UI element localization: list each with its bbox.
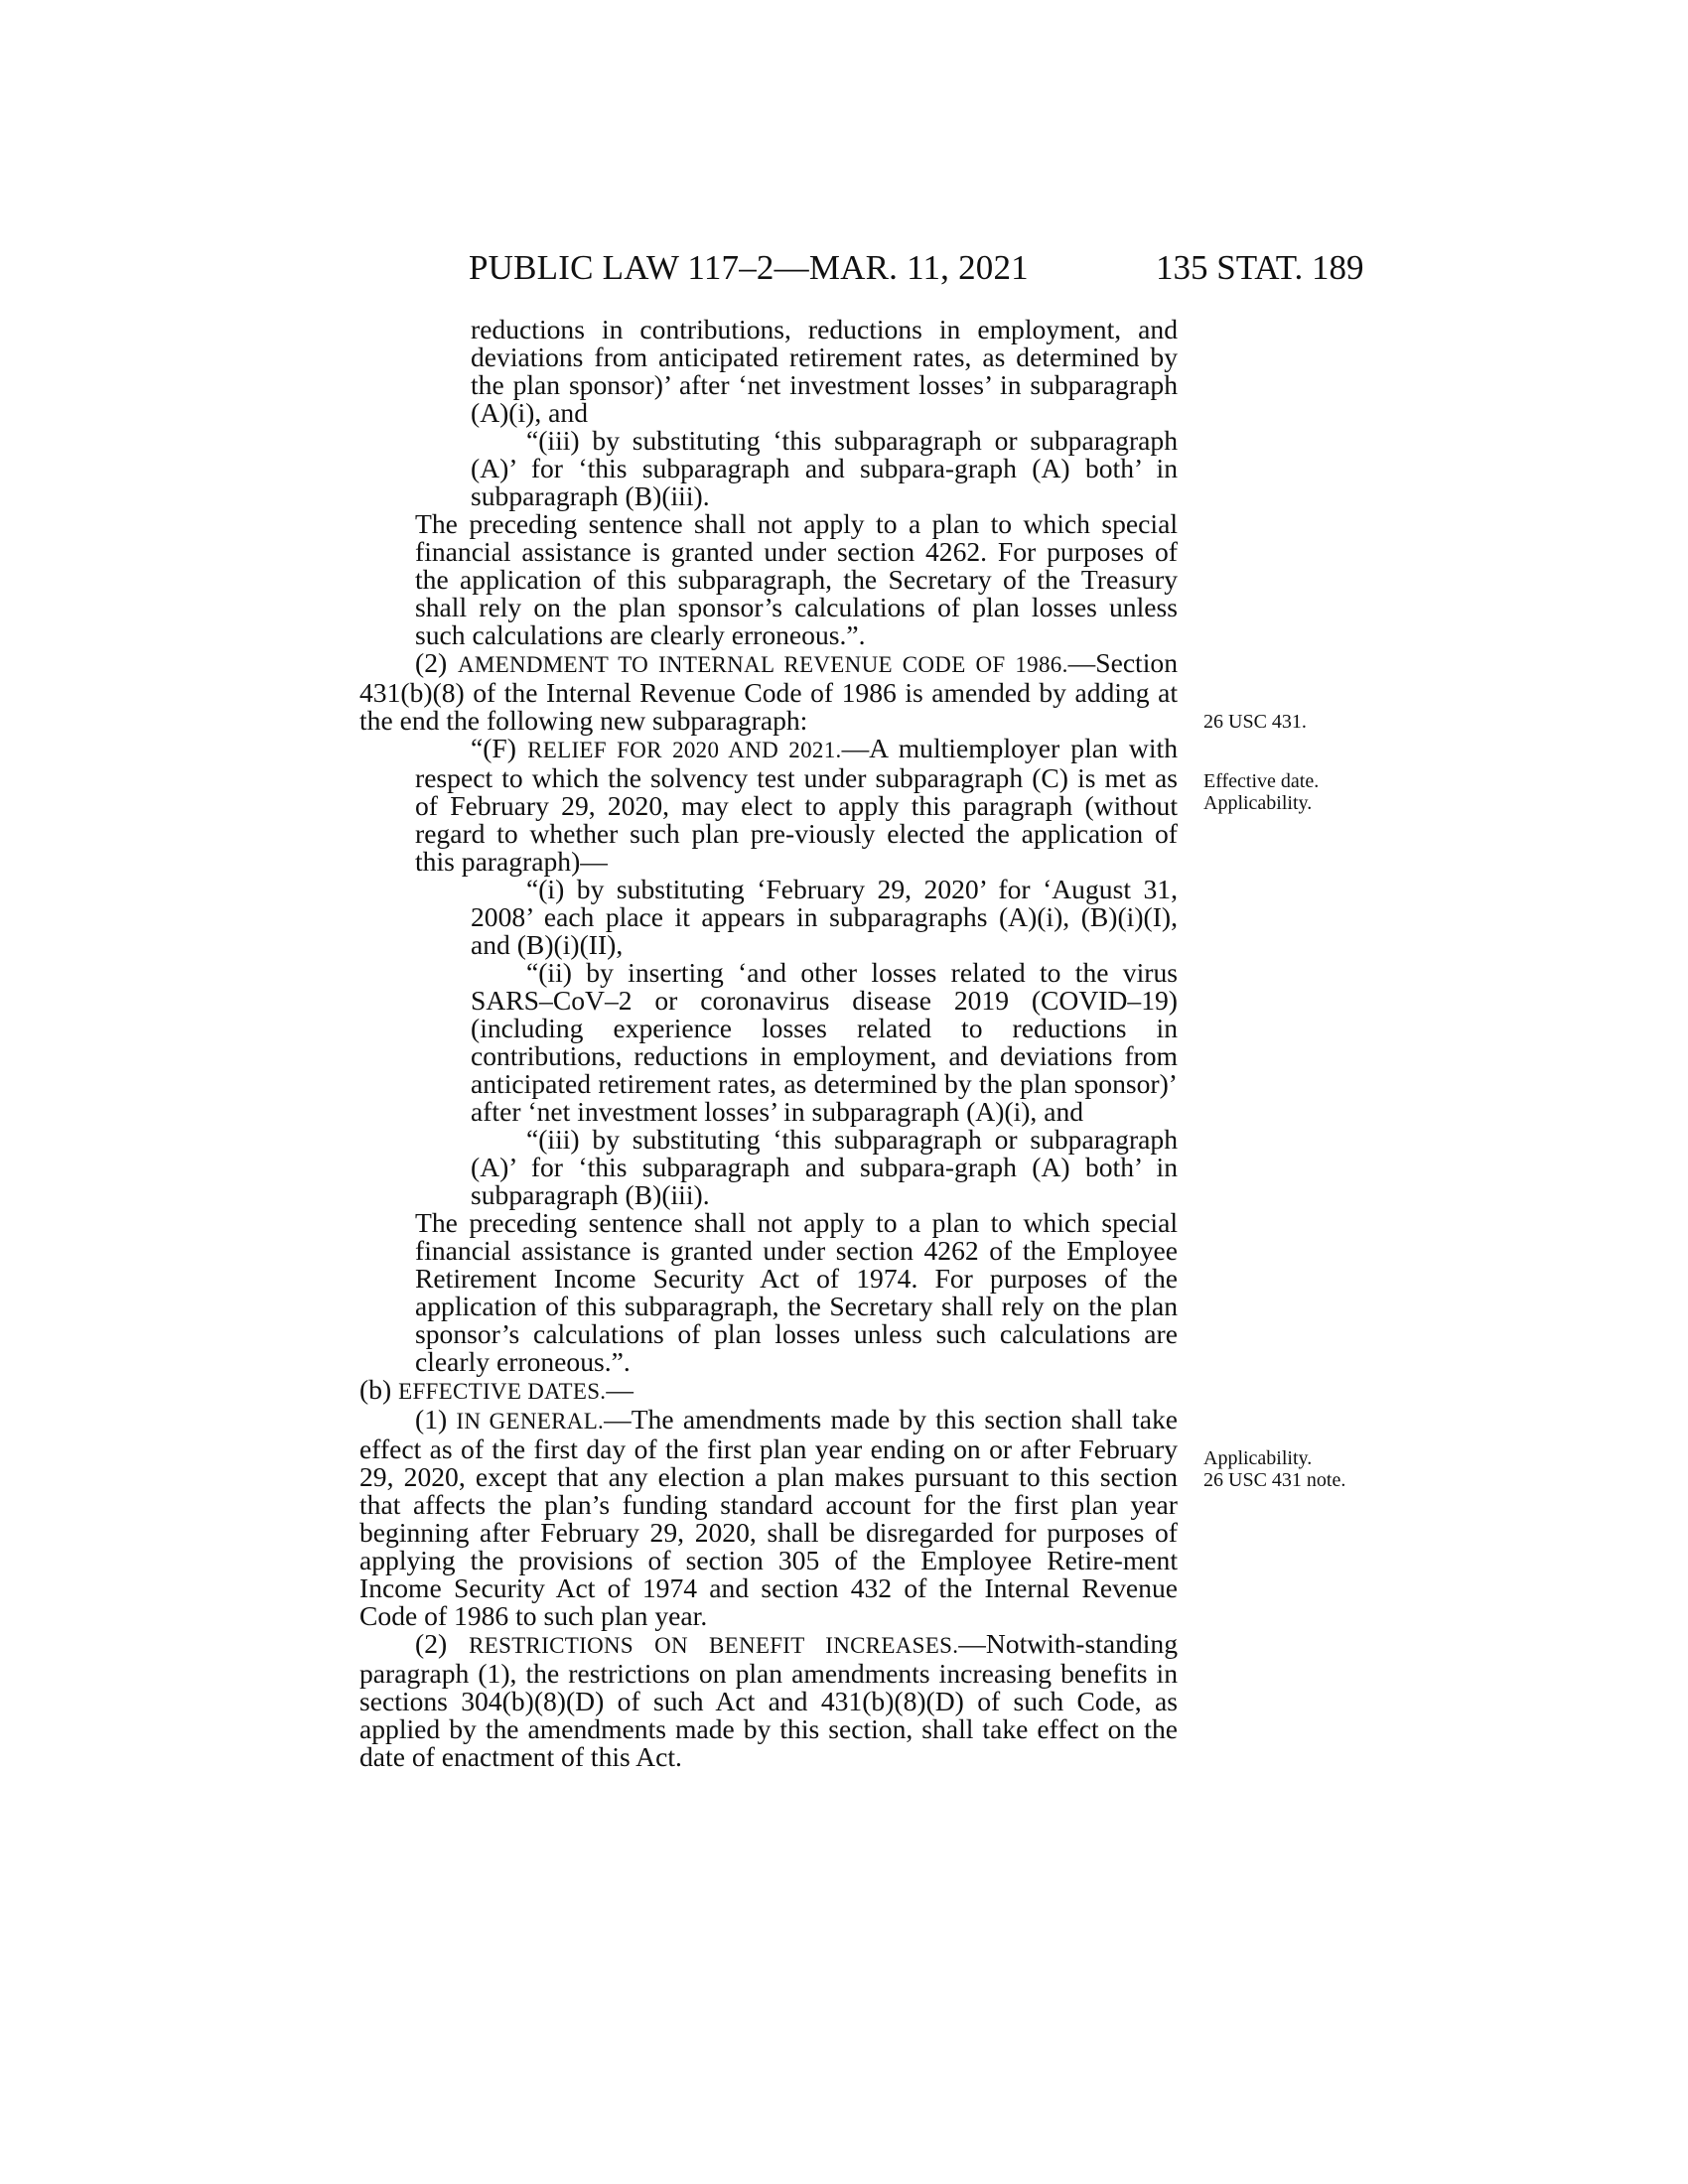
b1-heading: IN GENERAL.	[456, 1409, 605, 1433]
page-header-title: PUBLIC LAW 117–2—MAR. 11, 2021	[469, 248, 1029, 287]
subsection-b-1	[359, 1406, 1178, 1630]
subparagraph-f-heading: RELIEF FOR 2020 AND 2021.	[527, 738, 842, 762]
paragraph-2-amendment	[359, 649, 1178, 735]
b2-text: —Notwith-standing paragraph (1), the restrictions on plan amendments increasing benefits in sections 304(b)(8)(D) of such Act and 431(b)(8)(D) of such Code, as applied by the amendments made by this section, shall take effect on the date of enactment of this Act.	[359, 1628, 1178, 1772]
paragraph-2-heading: AMENDMENT TO INTERNAL REVENUE CODE OF 1986.	[457, 652, 1068, 677]
margin-note-applicability-2: Applicability.	[1203, 1447, 1313, 1469]
page-header-stat: 135 STAT. 189	[1156, 248, 1364, 287]
subsection-b-heading: EFFECTIVE DATES.	[398, 1379, 607, 1404]
subsection-b	[359, 1376, 1178, 1406]
subsection-b-number: (b)	[359, 1374, 392, 1405]
paragraph-2-text: —Section 431(b)(8) of the Internal Revenue Code of 1986 is amended by adding at the end the following new subparagraph:	[359, 647, 1178, 736]
subparagraph-f-text: —A multiemployer plan with respect to which the solvency test under subparagraph (C) is met as of February 29, 2020, may elect to apply this paragraph (without regard to whether such plan pre-viously elected the application of this paragraph)—	[415, 733, 1178, 877]
subparagraph-f-number: “(F)	[471, 733, 516, 763]
b1-text: —The amendments made by this section shall take effect as of the first day of the first plan year ending on or after February 29, 2020, except that any election a plan makes pursuant to this section that affects the plan’s funding standard account for the first plan year beginning after February 29, 2020, shall be disregarded for purposes of applying the provisions of section 305 of the Employee Retire-ment Income Security Act of 1974 and section 432 of the Internal Revenue Code of 1986 to such plan year.	[359, 1404, 1178, 1631]
margin-note-effective-date: Effective date.	[1203, 770, 1320, 792]
b1-number: (1)	[415, 1404, 448, 1434]
clause-f-iii: “(iii) by substituting ‘this subparagraph or subparagraph (A)’ for ‘this subparagraph and subpara-graph (A) both’ in subparagraph (B)(iii).	[471, 1124, 1178, 1210]
continuation-paragraph: reductions in contributions, reductions in employment, and deviations from anticipated retirement rates, as determined by the plan sponsor)’ after ‘net investment losses’ in subparagraph (A)(i), and	[471, 314, 1178, 428]
main-text-column	[359, 316, 1178, 1771]
clause-f-ii: “(ii) by inserting ‘and other losses related to the virus SARS–CoV–2 or coronavirus disease 2019 (COVID–19) (including experience losses related to reductions in contributions, reductions in employment, and deviations from anticipated retirement rates, as determined by the plan sponsor)’ after ‘net investment losses’ in subparagraph (A)(i), and	[471, 957, 1178, 1127]
paragraph-2-number: (2)	[415, 647, 448, 678]
preceding-sentence-top: The preceding sentence shall not apply to a plan to which special financial assistance is granted under section 4262. For purposes of the application of this subparagraph, the Secretary of the Treasury shall rely on the plan sponsor’s calculations of plan losses unless such calculations are clearly erroneous.”.	[415, 508, 1178, 650]
subsection-b-dash: —	[606, 1374, 633, 1405]
subsection-b-2	[359, 1630, 1178, 1771]
margin-note-26-usc-431: 26 USC 431.	[1203, 711, 1307, 733]
b2-heading: RESTRICTIONS ON BENEFIT INCREASES.	[469, 1633, 959, 1658]
margin-note-applicability: Applicability.	[1203, 792, 1313, 814]
clause-f-i: “(i) by substituting ‘February 29, 2020’ for ‘August 31, 2008’ each place it appears in subparagraphs (A)(i), (B)(i)(I), and (B)(i)(II),	[471, 874, 1178, 960]
b2-number: (2)	[415, 1628, 448, 1659]
preceding-sentence-f: The preceding sentence shall not apply to a plan to which special financial assistance is granted under section 4262 of the Employee Retirement Income Security Act of 1974. For purposes of the application of this subparagraph, the Secretary shall rely on the plan sponsor’s calculations of plan losses unless such calculations are clearly erroneous.”.	[415, 1207, 1178, 1377]
subparagraph-f	[359, 735, 1178, 876]
margin-note-26-usc-431-note: 26 USC 431 note.	[1203, 1469, 1346, 1491]
clause-iii-top: “(iii) by substituting ‘this subparagraph or subparagraph (A)’ for ‘this subparagraph and subpara-graph (A) both’ in subparagraph (B)(iii).	[471, 425, 1178, 511]
